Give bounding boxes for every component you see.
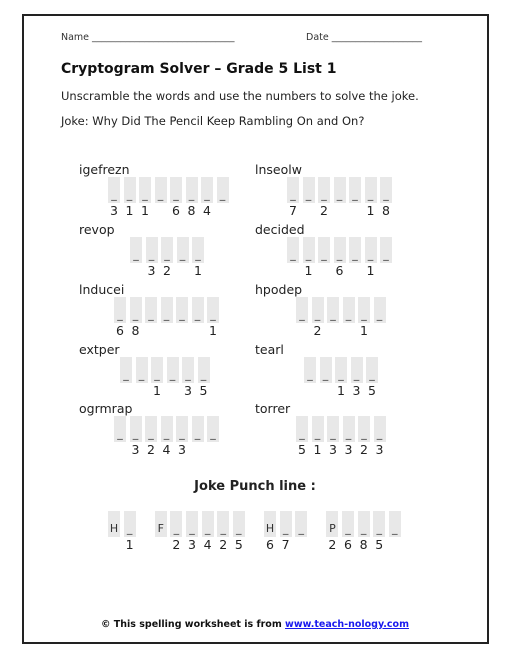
letter-blank: _: [290, 188, 296, 201]
letter-blank: _: [194, 308, 201, 321]
letter-box[interactable]: [374, 297, 386, 323]
punchline-number: 4: [203, 537, 212, 552]
letter-blank: _: [321, 188, 327, 201]
cipher-number: 1: [337, 383, 345, 398]
letter-box[interactable]: [217, 177, 229, 203]
letter-box[interactable]: [351, 357, 363, 383]
letter-blank: _: [376, 308, 383, 321]
cipher-number: 8: [131, 323, 140, 338]
cipher-number: 3: [352, 383, 361, 398]
letter-blank: _: [132, 308, 139, 321]
cipher-number: 3: [110, 203, 118, 218]
cipher-number: 3: [375, 442, 384, 457]
footer-link[interactable]: www.teach-nology.com: [285, 619, 409, 630]
letter-box[interactable]: [136, 357, 148, 383]
letter-box[interactable]: [124, 177, 136, 203]
cipher-number: 1: [125, 203, 134, 218]
letter-blank: _: [383, 248, 389, 261]
letter-box[interactable]: [120, 357, 132, 383]
footer-text: © This spelling worksheet is from: [101, 619, 282, 630]
letter-blank: _: [330, 308, 336, 321]
date-field-label: Date ___________________: [306, 32, 422, 43]
letter-box[interactable]: [287, 237, 299, 263]
letter-blank: _: [163, 308, 170, 321]
letter-box[interactable]: [380, 237, 392, 263]
letter-blank: _: [352, 248, 358, 261]
punchline-letter-box[interactable]: [358, 511, 370, 537]
letter-blank: _: [179, 248, 186, 261]
scrambled-word: revop: [79, 222, 115, 237]
cipher-number: 3: [344, 442, 353, 457]
letter-box[interactable]: [114, 416, 126, 442]
cipher-number: 1: [304, 263, 313, 278]
letter-blank: _: [173, 188, 179, 201]
letter-blank: _: [188, 188, 195, 201]
letter-box[interactable]: [201, 177, 213, 203]
letter-blank: _: [383, 188, 389, 201]
cipher-number: 3: [178, 442, 186, 457]
footer: [0, 619, 510, 630]
letter-blank: _: [369, 368, 375, 381]
cipher-number: 3: [184, 383, 192, 398]
letter-blank: _: [322, 368, 329, 381]
cipher-number: 1: [313, 442, 322, 457]
letter-blank: _: [133, 248, 139, 261]
cipher-number: 1: [141, 203, 149, 218]
letter-blank: _: [361, 308, 367, 321]
scrambled-word: ogrmrap: [79, 401, 133, 416]
letter-box[interactable]: [303, 177, 315, 203]
letter-box[interactable]: [161, 297, 173, 323]
letter-box[interactable]: [304, 357, 316, 383]
letter-blank: _: [353, 368, 360, 381]
letter-box[interactable]: [192, 237, 204, 263]
punchline-letter-box[interactable]: [326, 511, 338, 537]
letter-blank: _: [179, 308, 185, 321]
letter-box[interactable]: [176, 297, 188, 323]
letter-blank: _: [219, 188, 226, 201]
joke-question: Joke: Why Did The Pencil Keep Rambling On and On?: [61, 114, 365, 128]
letter-box[interactable]: [145, 297, 157, 323]
letter-blank: _: [330, 427, 336, 440]
punchline-letter: F: [157, 522, 164, 535]
punchline-number: 5: [375, 537, 384, 552]
letter-blank: _: [169, 368, 176, 381]
cipher-number: 5: [298, 442, 306, 457]
cipher-number: 8: [382, 203, 390, 218]
punchline-letter: _: [360, 522, 367, 535]
punchline-letter-box[interactable]: [202, 511, 214, 537]
cipher-number: 3: [147, 263, 156, 278]
punchline-number: 1: [125, 537, 134, 552]
cipher-number: 1: [366, 203, 375, 218]
instructions-text: Unscramble the words and use the numbers to solve the joke.: [61, 89, 419, 103]
letter-blank: _: [185, 368, 191, 381]
punchline-letter: _: [220, 522, 226, 535]
punchline-letter: H: [109, 522, 119, 535]
punchline-letter: _: [173, 522, 180, 535]
punchline-title: Joke Punch line :: [194, 479, 316, 494]
punchline-number: 3: [188, 537, 196, 552]
letter-box[interactable]: [349, 237, 361, 263]
letter-blank: _: [290, 248, 296, 261]
letter-blank: _: [336, 188, 343, 201]
letter-blank: _: [367, 248, 374, 261]
letter-blank: _: [345, 308, 352, 321]
letter-blank: _: [154, 368, 160, 381]
punchline-number: 2: [219, 537, 228, 552]
letter-blank: _: [314, 427, 321, 440]
letter-box[interactable]: [114, 297, 126, 323]
letter-box[interactable]: [145, 416, 157, 442]
letter-blank: _: [305, 248, 312, 261]
cipher-number: 1: [209, 323, 217, 338]
letter-box[interactable]: [161, 416, 173, 442]
punchline-letter-box[interactable]: [389, 511, 401, 537]
letter-blank: _: [336, 248, 343, 261]
letter-box[interactable]: [296, 416, 308, 442]
letter-box[interactable]: [192, 416, 204, 442]
letter-box[interactable]: [335, 357, 347, 383]
letter-blank: _: [210, 427, 216, 440]
letter-box[interactable]: [374, 416, 386, 442]
punchline-letter-box[interactable]: [295, 511, 307, 537]
cipher-number: 6: [116, 323, 124, 338]
scrambled-word: hpodep: [255, 282, 303, 297]
punchline-number: 8: [359, 537, 368, 552]
punchline-letter-box[interactable]: [373, 511, 385, 537]
punchline-letter: H: [265, 522, 275, 535]
letter-blank: _: [361, 427, 367, 440]
letter-box[interactable]: [186, 177, 198, 203]
scrambled-word: decided: [255, 222, 305, 237]
letter-box[interactable]: [207, 297, 219, 323]
cipher-number: 5: [199, 383, 208, 398]
letter-blank: _: [305, 188, 312, 201]
punchline-letter-box[interactable]: [186, 511, 198, 537]
scrambled-word: igefrezn: [79, 162, 130, 177]
letter-box[interactable]: [130, 237, 142, 263]
cipher-number: 2: [320, 203, 328, 218]
letter-blank: _: [210, 308, 216, 321]
punchline-letter: _: [282, 522, 289, 535]
punchline-letter-box[interactable]: [155, 511, 167, 537]
punchline-letter-box[interactable]: [170, 511, 182, 537]
letter-box[interactable]: [192, 297, 204, 323]
letter-blank: _: [321, 248, 327, 261]
letter-blank: _: [148, 427, 154, 440]
cipher-number: 7: [289, 203, 297, 218]
punchline-letter: _: [345, 522, 351, 535]
letter-blank: _: [299, 308, 305, 321]
letter-box[interactable]: [139, 177, 151, 203]
cipher-number: 4: [203, 203, 211, 218]
letter-box[interactable]: [108, 177, 120, 203]
letter-blank: _: [117, 308, 123, 321]
letter-blank: _: [195, 248, 201, 261]
punchline-number: 6: [344, 537, 352, 552]
scrambled-word: tearl: [255, 342, 284, 357]
letter-blank: _: [307, 368, 313, 381]
letter-blank: _: [117, 427, 123, 440]
letter-blank: _: [164, 248, 170, 261]
punchline-letter-box[interactable]: [342, 511, 354, 537]
letter-blank: _: [200, 368, 207, 381]
punchline-letter: _: [298, 522, 304, 535]
letter-blank: _: [132, 427, 139, 440]
punchline-number: 5: [234, 537, 243, 552]
letter-blank: _: [376, 427, 383, 440]
letter-box[interactable]: [207, 416, 219, 442]
punchline-number: 2: [328, 537, 337, 552]
cipher-number: 8: [187, 203, 196, 218]
letter-box[interactable]: [151, 357, 163, 383]
letter-box[interactable]: [170, 177, 182, 203]
cipher-number: 2: [313, 323, 322, 338]
punchline-letter: P: [329, 522, 336, 535]
letter-box[interactable]: [303, 237, 315, 263]
cipher-number: 6: [172, 203, 180, 218]
letter-blank: _: [314, 308, 321, 321]
letter-box[interactable]: [343, 416, 355, 442]
cipher-number: 2: [360, 442, 368, 457]
letter-box[interactable]: [365, 237, 377, 263]
letter-box[interactable]: [182, 357, 194, 383]
letter-blank: _: [138, 368, 145, 381]
cipher-number: 2: [163, 263, 171, 278]
scrambled-word: extper: [79, 342, 120, 357]
letter-box[interactable]: [146, 237, 158, 263]
letter-box[interactable]: [296, 297, 308, 323]
letter-box[interactable]: [177, 237, 189, 263]
punchline-letter: _: [392, 522, 398, 535]
letter-blank: _: [338, 368, 344, 381]
letter-blank: _: [345, 427, 352, 440]
letter-blank: _: [123, 368, 129, 381]
letter-box[interactable]: [312, 416, 324, 442]
letter-blank: _: [194, 427, 201, 440]
letter-box[interactable]: [366, 357, 378, 383]
letter-blank: _: [367, 188, 374, 201]
punchline-number: 6: [266, 537, 274, 552]
punchline-number: 2: [172, 537, 181, 552]
letter-blank: _: [111, 188, 117, 201]
page-title: Cryptogram Solver – Grade 5 List 1: [61, 61, 337, 77]
punchline-letter-box[interactable]: [108, 511, 120, 537]
letter-box[interactable]: [155, 177, 167, 203]
cipher-number: 1: [366, 263, 375, 278]
letter-box[interactable]: [334, 177, 346, 203]
punchline-letter: _: [189, 522, 195, 535]
letter-blank: _: [163, 427, 170, 440]
cipher-number: 4: [162, 442, 171, 457]
letter-blank: _: [352, 188, 358, 201]
cipher-number: 6: [335, 263, 344, 278]
punchline-letter-box[interactable]: [124, 511, 136, 537]
punchline-letter: _: [204, 522, 211, 535]
punchline-letter-box[interactable]: [264, 511, 276, 537]
cipher-number: 2: [147, 442, 155, 457]
cipher-number: 5: [368, 383, 376, 398]
letter-box[interactable]: [343, 297, 355, 323]
letter-box[interactable]: [358, 416, 370, 442]
letter-box[interactable]: [365, 177, 377, 203]
scrambled-word: torrer: [255, 401, 291, 416]
letter-box[interactable]: [176, 416, 188, 442]
letter-box[interactable]: [287, 177, 299, 203]
letter-box[interactable]: [380, 177, 392, 203]
cipher-number: 1: [194, 263, 202, 278]
letter-box[interactable]: [327, 297, 339, 323]
letter-blank: _: [157, 188, 164, 201]
scrambled-word: lnseolw: [255, 162, 302, 177]
letter-box[interactable]: [327, 416, 339, 442]
letter-blank: _: [142, 188, 148, 201]
punchline-letter-box[interactable]: [233, 511, 245, 537]
scrambled-word: lnducei: [79, 282, 125, 297]
cipher-number: 1: [153, 383, 161, 398]
letter-box[interactable]: [334, 237, 346, 263]
letter-blank: _: [179, 427, 185, 440]
letter-box[interactable]: [318, 237, 330, 263]
name-field-label: Name ______________________________: [61, 32, 235, 43]
letter-box[interactable]: [161, 237, 173, 263]
letter-box[interactable]: [358, 297, 370, 323]
letter-box[interactable]: [167, 357, 179, 383]
letter-box[interactable]: [198, 357, 210, 383]
punchline-letter-box[interactable]: [280, 511, 292, 537]
punchline-letter: _: [236, 522, 242, 535]
letter-blank: _: [148, 248, 155, 261]
letter-box[interactable]: [320, 357, 332, 383]
letter-box[interactable]: [130, 416, 142, 442]
letter-box[interactable]: [130, 297, 142, 323]
letter-blank: _: [126, 188, 133, 201]
punchline-letter-box[interactable]: [217, 511, 229, 537]
letter-blank: _: [299, 427, 305, 440]
punchline-letter: _: [376, 522, 382, 535]
worksheet-frame: [22, 14, 489, 644]
cipher-number: 3: [131, 442, 140, 457]
letter-blank: _: [148, 308, 154, 321]
letter-box[interactable]: [349, 177, 361, 203]
punchline-letter: _: [126, 522, 133, 535]
letter-box[interactable]: [312, 297, 324, 323]
letter-blank: _: [204, 188, 210, 201]
letter-box[interactable]: [318, 177, 330, 203]
cipher-number: 1: [360, 323, 368, 338]
punchline-number: 7: [281, 537, 290, 552]
cipher-number: 3: [329, 442, 337, 457]
